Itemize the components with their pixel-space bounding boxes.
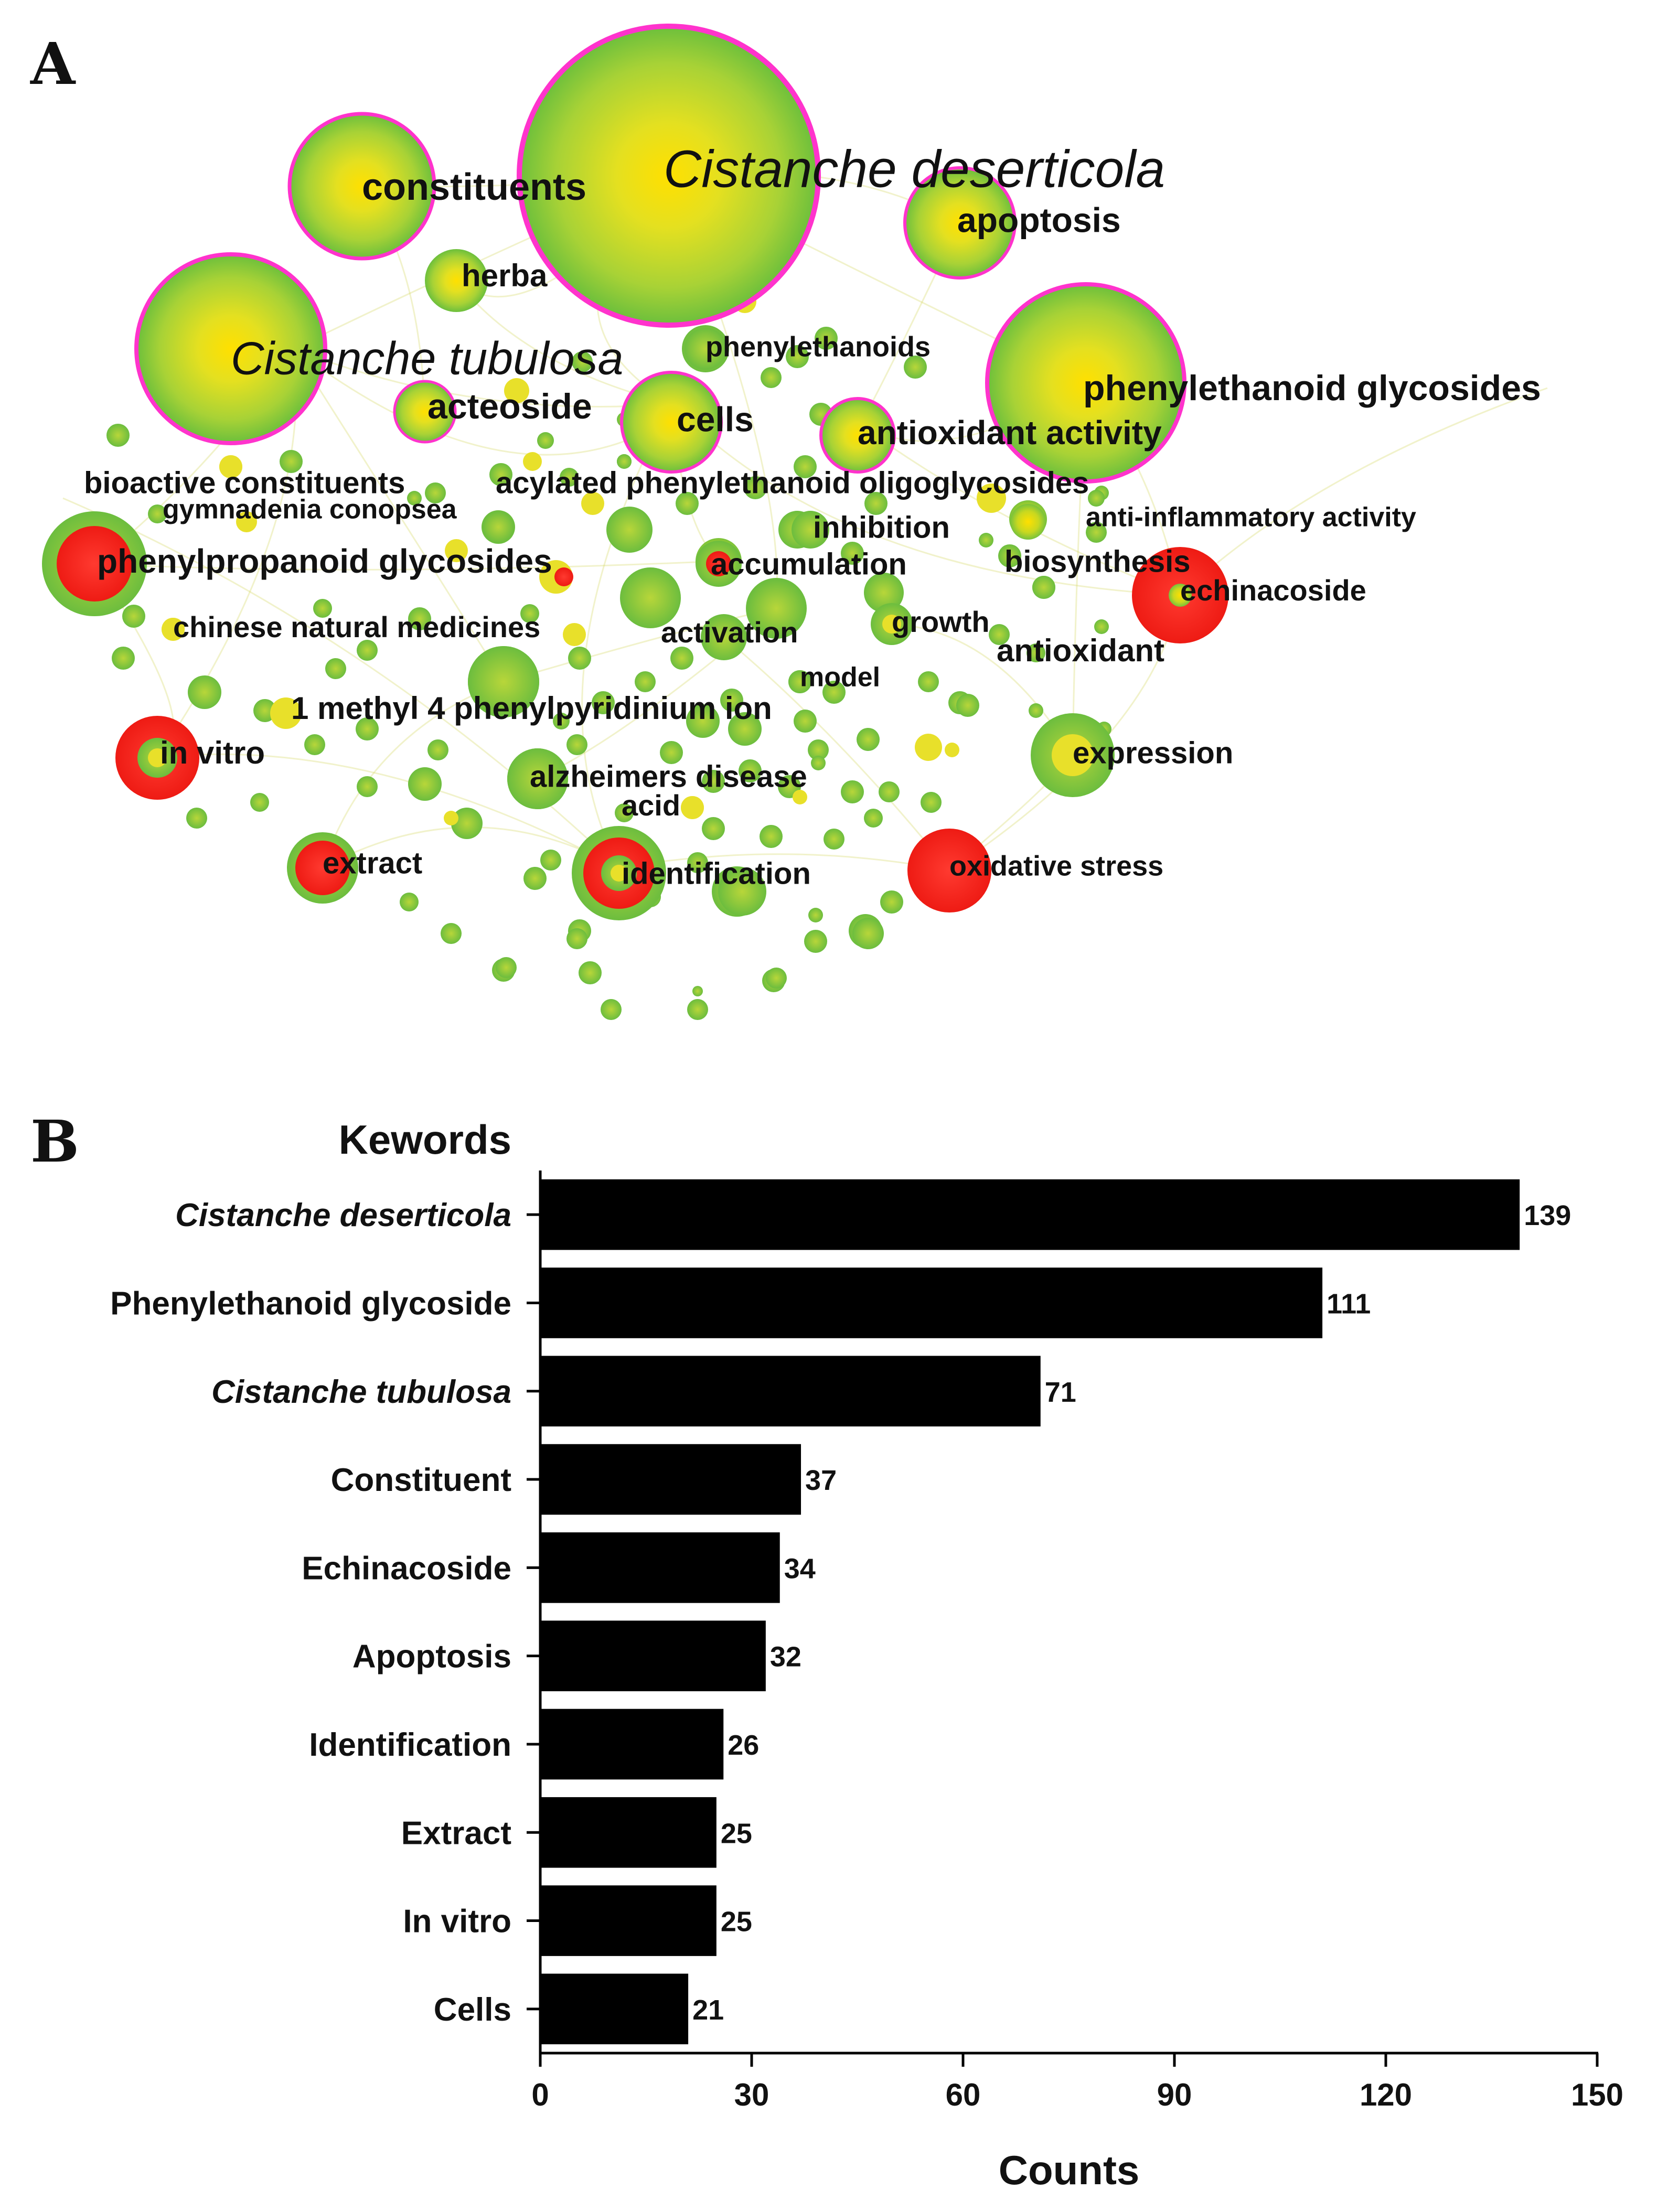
node-acid [681, 796, 704, 819]
node-label: expression [1073, 736, 1234, 770]
bar [540, 1179, 1520, 1250]
node-label: cells [677, 400, 754, 439]
node-label: inhibition [813, 510, 950, 545]
bar [540, 1709, 723, 1780]
node-label: oxidative stress [949, 850, 1164, 882]
bar [540, 1620, 766, 1691]
x-tick-label: 0 [531, 2077, 549, 2112]
bar [540, 1797, 717, 1868]
node-label: accumulation [711, 547, 907, 582]
bar-series [540, 1179, 1571, 2044]
bar-value-label: 34 [784, 1553, 816, 1585]
x-tick-label: 60 [945, 2077, 981, 2112]
panel-b-letter: B [30, 1108, 79, 1175]
node-label: extract [323, 846, 423, 880]
category-label: Echinacoside [302, 1550, 511, 1587]
chart-legend-title: Kewords [338, 1116, 511, 1163]
x-tick-label: 90 [1157, 2077, 1192, 2112]
node-label: gymnadenia conopsea [163, 494, 457, 525]
node-label: phenylethanoids [705, 331, 931, 363]
node-label: antioxidant activity [858, 413, 1162, 452]
category-label: Phenylethanoid glycoside [110, 1285, 511, 1322]
category-label: Cells [433, 1991, 511, 2028]
node-label: in vitro [160, 735, 265, 770]
node-gymnadenia-conopsea [483, 511, 514, 543]
x-tick-label: 120 [1359, 2077, 1413, 2112]
node-label: acid [622, 788, 681, 822]
panel-a-letter: A [30, 30, 76, 98]
node-label: acteoside [427, 386, 592, 426]
node-label: growth [892, 605, 990, 638]
bar-value-label: 139 [1524, 1200, 1571, 1232]
category-label: Cistanche tubulosa [211, 1373, 511, 1410]
node-label: antioxidant [997, 632, 1165, 668]
bar-value-label: 37 [805, 1465, 837, 1497]
node-label: alzheimers disease [530, 759, 807, 794]
node-label: acylated phenylethanoid oligoglycosides [496, 466, 1089, 500]
bar-value-label: 21 [692, 1994, 724, 2026]
node-label: Cistanche deserticola [664, 139, 1166, 199]
bar [540, 1356, 1041, 1426]
category-label: Cistanche deserticola [175, 1197, 511, 1234]
node-label: chinese natural medicines [173, 610, 541, 643]
bar-value-label: 26 [728, 1729, 760, 1761]
node-label: bioactive constituents [84, 466, 405, 500]
category-label: Identification [309, 1726, 511, 1763]
node-label: apoptosis [957, 200, 1121, 240]
bar-value-label: 25 [720, 1906, 752, 1938]
x-axis-title: Counts [998, 2147, 1140, 2193]
node-label: constituents [362, 166, 587, 209]
node-label: echinacoside [1180, 573, 1366, 607]
node-label: 1 methyl 4 phenylpyridinium ion [291, 690, 772, 726]
node-biosynthesis [1032, 576, 1055, 599]
node-label: activation [661, 615, 798, 649]
x-tick-label: 150 [1570, 2077, 1624, 2112]
node-label: identification [622, 856, 811, 891]
bar-value-label: 71 [1044, 1376, 1076, 1408]
x-tick-label: 30 [734, 2077, 769, 2112]
bar [540, 1974, 688, 2045]
node-label: phenylethanoid glycosides [1083, 368, 1541, 408]
category-label: Constituent [330, 1462, 511, 1499]
node-label: anti-inflammatory activity [1086, 502, 1416, 533]
node-label: phenylpropanoid glycosides [97, 542, 552, 580]
category-label: Apoptosis [352, 1638, 511, 1675]
node-label: herba [462, 257, 548, 293]
bar [540, 1268, 1322, 1338]
category-label: In vitro [403, 1903, 511, 1940]
bar [540, 1532, 780, 1603]
category-label: Extract [401, 1815, 511, 1852]
panel-b-bar-chart [30, 1108, 1623, 2193]
bar-value-label: 32 [769, 1641, 801, 1673]
bar-value-label: 111 [1327, 1288, 1371, 1320]
node-label: model [800, 662, 881, 693]
panel-a-network [30, 26, 1547, 1020]
bar-value-label: 25 [720, 1818, 752, 1850]
node-label: biosynthesis [1004, 544, 1191, 579]
node-antioxidant [1010, 504, 1046, 540]
node-label: Cistanche tubulosa [231, 332, 624, 384]
bar [540, 1444, 801, 1515]
bar [540, 1885, 717, 1956]
